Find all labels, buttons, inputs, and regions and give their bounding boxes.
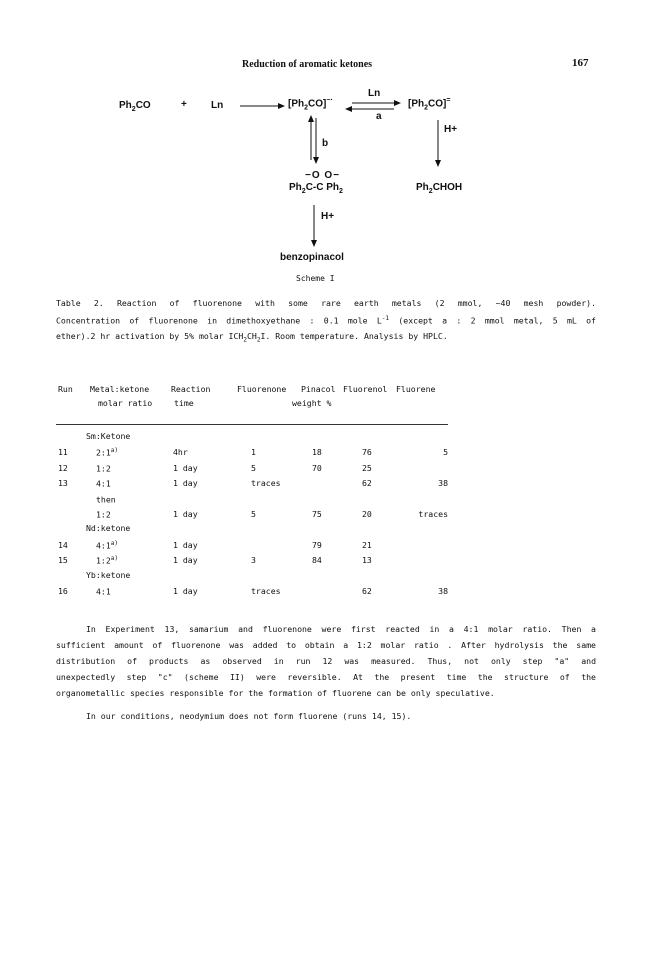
table-cell-fluorenol: 13: [362, 555, 372, 565]
plus-sign: +: [181, 99, 187, 110]
h-plus-center: H+: [321, 211, 335, 222]
table-cell-fluorenol: 62: [362, 586, 372, 596]
table-cell-fluorene: 5: [443, 447, 448, 457]
table-cell-run: 13: [58, 478, 68, 488]
page-number: 167: [572, 57, 589, 69]
dianion: $[Ph_2CO]^=$: [408, 97, 451, 112]
header-pinacol: Pinacol: [301, 384, 336, 394]
table-cell-fluorenone: 5: [251, 463, 256, 473]
table-cell-fluorenol: 25: [362, 463, 372, 473]
table-cell-time: 1 day: [173, 586, 198, 596]
body-line: distribution of products as observed in run 12 was measured. Thus, not only step "a" and: [56, 656, 596, 666]
header-time-1: Reaction: [171, 384, 211, 394]
table-caption: [56, 296, 596, 347]
table-cell-time: 4hr: [173, 447, 188, 457]
table-cell-run: 15: [58, 555, 68, 565]
table-cell-fluorenone: 1: [251, 447, 256, 457]
header-weight: weight %: [292, 398, 332, 408]
table-cell-run: 16: [58, 586, 68, 596]
header-ratio-2: molar ratio: [98, 398, 153, 408]
table-cell-ratio: 4:1: [96, 586, 111, 597]
benzhydrol: $Ph_2CHOH$: [416, 182, 463, 195]
table-cell-time: 1 day: [173, 555, 198, 565]
caption-line-2: Concentration of fluorenone in dimethoxyethane : 0.1 mole $L^{-1}$ (except a : 2 mmol metal, 5 mL of: [56, 315, 596, 326]
header-ratio-1: Metal:ketone: [90, 384, 150, 394]
table-cell-ratio: 1:2: [96, 463, 111, 474]
header-run: Run: [58, 384, 73, 394]
group-label-sm: Sm:Ketone: [86, 431, 131, 441]
body-line: sufficient amount of fluorenone was added to obtain a 1:2 molar ratio . After hydrolysis the same: [56, 640, 596, 650]
header-fluorene: Fluorene: [396, 384, 436, 394]
radical-anion: $[Ph_2CO]^{-\cdot}$: [288, 97, 333, 112]
table-cell-time: 1 day: [173, 478, 198, 488]
step-b-label: b: [322, 138, 329, 149]
table-cell-fluorenone: traces: [251, 586, 281, 596]
table-cell-pinacol: 18: [312, 447, 322, 457]
table-cell-time: 1 day: [173, 463, 198, 473]
table-cell-pinacol: 70: [312, 463, 322, 473]
header-fluorenol: Fluorenol: [343, 384, 388, 394]
table-cell-fluorenone: traces: [251, 478, 281, 488]
table-cell-pinacol: 75: [312, 509, 322, 519]
table-cell-run: 11: [58, 447, 68, 457]
caption-line-1: Table 2. Reaction of fluorenone with some rare earth metals (2 mmol, ~40 mesh powder).: [56, 298, 596, 308]
running-header: Reduction of aromatic ketones: [242, 59, 373, 70]
step-a-label: a: [376, 111, 382, 122]
group-label-yb: Yb:ketone: [86, 570, 131, 580]
table-cell-fluorene: 38: [438, 478, 448, 488]
pinacolate: $Ph_2C-C$ $Ph_2$: [289, 182, 343, 195]
table-cell-fluorenol: 20: [362, 509, 372, 519]
body-line: unexpectedly step "c" (scheme II) were reversible. At the present time the structure of the: [56, 672, 596, 682]
table-cell-ratio: 2:1$^{a)}$: [96, 447, 119, 458]
table-cell-ratio: 4:1$^{a)}$: [96, 540, 119, 551]
table-cell-pinacol: 79: [312, 540, 322, 550]
table-cell-fluorene: 38: [438, 586, 448, 596]
table-cell-ratio: 1:2: [96, 509, 111, 520]
table-cell-fluorenone: 5: [251, 509, 256, 519]
final-sentence: In our conditions, neodymium does not form fluorene (runs 14, 15).: [86, 711, 412, 721]
table-cell-time: 1 day: [173, 509, 198, 519]
h-plus-right: H+: [444, 124, 458, 135]
table-cell-fluorenone: 3: [251, 555, 256, 565]
table-rule: [56, 424, 448, 425]
table-cell-run: 14: [58, 540, 68, 550]
table-cell-pinacol: 84: [312, 555, 322, 565]
header-time-2: time: [174, 398, 194, 408]
table-cell-fluorenol: 76: [362, 447, 372, 457]
table-cell-run: 12: [58, 463, 68, 473]
table-cell-ratio: 4:1: [96, 478, 111, 489]
pinacolate-charges: −O O−: [305, 170, 341, 181]
body-paragraph: [56, 621, 596, 701]
scheme-caption: Scheme I: [296, 274, 335, 283]
table-cell-ratio: 1:2$^{a)}$: [96, 555, 119, 566]
group-label-nd: Nd:ketone: [86, 523, 131, 533]
body-line: In Experiment 13, samarium and fluorenone were first reacted in a 4:1 molar ratio. Then a: [86, 624, 596, 634]
table-cell-fluorene: traces: [418, 509, 448, 519]
table-cell-time: 1 day: [173, 540, 198, 550]
header-fluorenone: Fluorenone: [237, 384, 287, 394]
scheme-arrows: [0, 0, 672, 260]
benzopinacol-label: benzopinacol: [280, 252, 344, 263]
lanthanide: Ln: [211, 100, 224, 111]
caption-line-3: ether).2 hr activation by 5% molar $ICH_2CH_2I$. Room temperature. Analysis by HPLC.: [56, 330, 448, 344]
table-cell-fluorenol: 21: [362, 540, 372, 550]
ln-above-arrow: Ln: [368, 88, 381, 99]
body-line: organometallic species responsible for the formation of fluorene can be only speculative.: [56, 688, 495, 698]
benzophenone: $Ph_2CO$: [119, 100, 151, 113]
table-cell-ratio: then: [96, 494, 116, 505]
table-cell-fluorenol: 62: [362, 478, 372, 488]
